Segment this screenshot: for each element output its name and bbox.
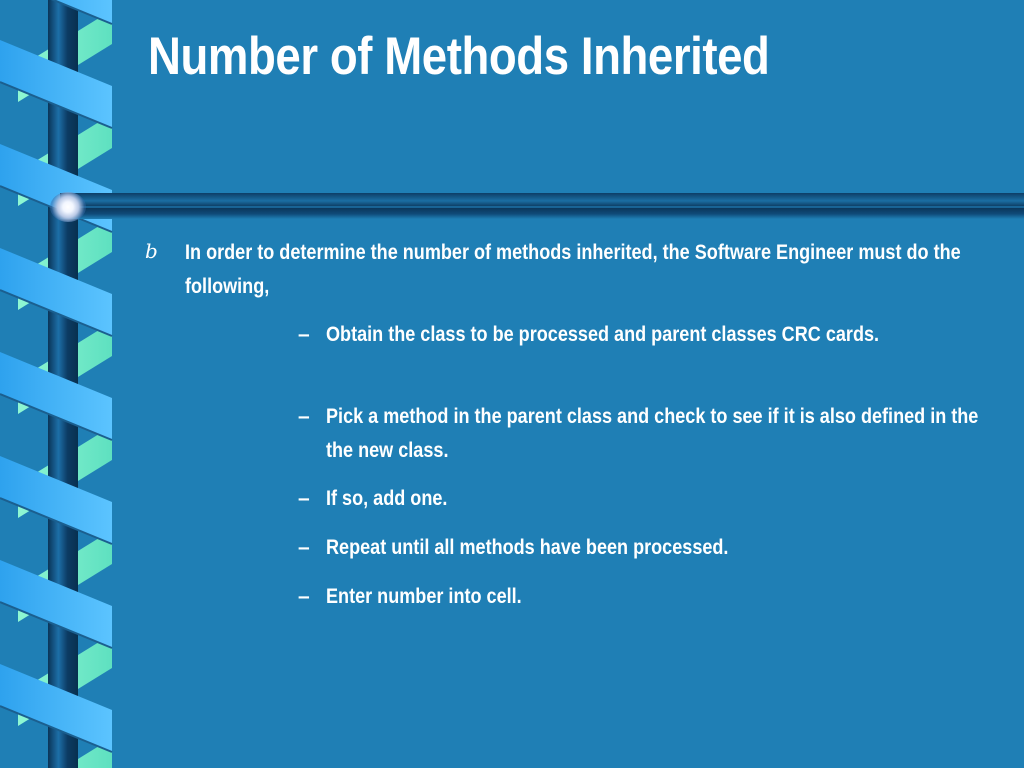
dash-marker: – <box>298 323 310 346</box>
glowing-sphere-icon <box>50 192 86 222</box>
dash-marker: – <box>298 405 310 428</box>
dash-marker: – <box>298 487 310 510</box>
twisted-ribbon-decoration <box>0 0 120 768</box>
slide-title: Number of Methods Inherited <box>148 27 770 86</box>
bullet-marker-icon: b <box>145 239 158 263</box>
dash-marker: – <box>298 585 310 608</box>
sub-bullet-text: Enter number into cell. <box>326 585 522 608</box>
divider-highlight <box>68 206 1024 208</box>
main-bullet-text: In order to determine the number of methods inherited, the Software Engineer must do the following, <box>185 241 961 298</box>
sub-bullet-text: Pick a method in the parent class and check to see if it is also defined in the the new class. <box>326 405 979 462</box>
sub-bullet-text: Repeat until all methods have been processed. <box>326 536 729 559</box>
sub-bullet-text: If so, add one. <box>326 487 448 510</box>
dash-marker: – <box>298 536 310 559</box>
sub-bullet-text: Obtain the class to be processed and parent classes CRC cards. <box>326 323 880 346</box>
